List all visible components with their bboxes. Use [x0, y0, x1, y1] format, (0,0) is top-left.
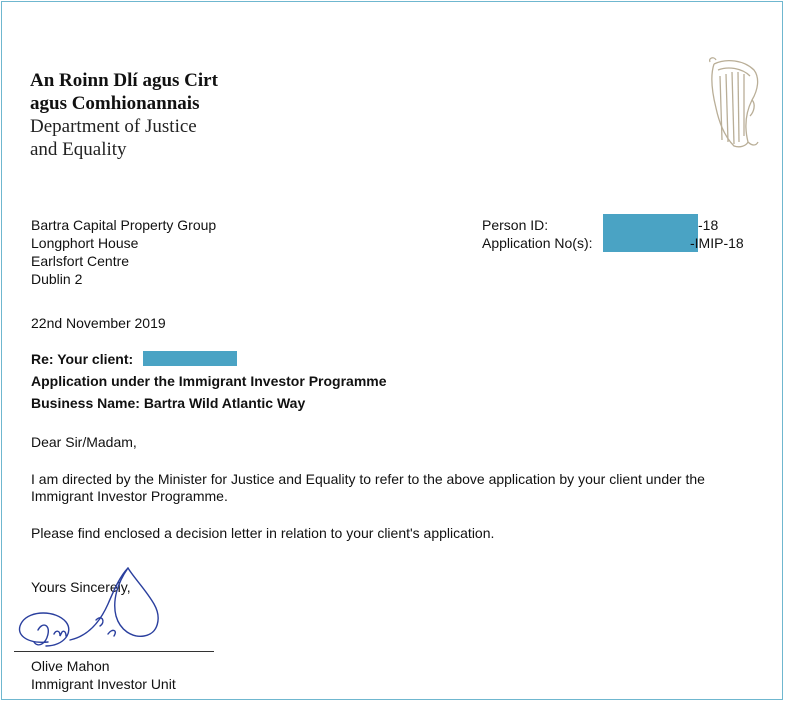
redacted-reference-block [603, 214, 698, 252]
recipient-line-2: Longphort House [31, 235, 139, 251]
dept-name-irish-line1: An Roinn Dlí agus Cirt [30, 70, 218, 91]
signatory-name: Olive Mahon [31, 658, 110, 674]
signatory-unit: Immigrant Investor Unit [31, 676, 176, 692]
recipient-line-1: Bartra Capital Property Group [31, 217, 217, 233]
dept-name-english-line2: and Equality [30, 139, 127, 160]
recipient-line-3: Earlsfort Centre [31, 253, 130, 269]
sign-off: Yours Sincerely, [31, 579, 131, 595]
harp-crest-icon [704, 56, 762, 152]
body-paragraph-1-line-2: Immigrant Investor Programme. [31, 488, 228, 504]
recipient-line-4: Dublin 2 [31, 271, 83, 287]
subject-re-label: Re: Your client: [31, 351, 134, 367]
body-paragraph-1-line-1: I am directed by the Minister for Justice and Equality to refer to the above application by your client under the [31, 471, 705, 487]
handwritten-signature [8, 560, 213, 660]
dept-name-irish-line2: agus Comhionannais [30, 93, 200, 114]
salutation: Dear Sir/Madam, [31, 434, 137, 450]
redacted-client-name [143, 351, 237, 366]
letter-date: 22nd November 2019 [31, 315, 166, 331]
person-id-suffix: -18 [698, 217, 719, 233]
person-id-label: Person ID: [482, 217, 549, 233]
subject-business-name-line: Business Name: Bartra Wild Atlantic Way [31, 395, 306, 411]
subject-programme-line: Application under the Immigrant Investor Programme [31, 373, 387, 389]
signature-line [14, 651, 214, 652]
application-number-label: Application No(s): [482, 235, 593, 251]
application-number-suffix: -IMIP-18 [690, 235, 744, 251]
body-paragraph-2: Please find enclosed a decision letter in relation to your client's application. [31, 525, 495, 541]
dept-name-english-line1: Department of Justice [30, 116, 197, 137]
